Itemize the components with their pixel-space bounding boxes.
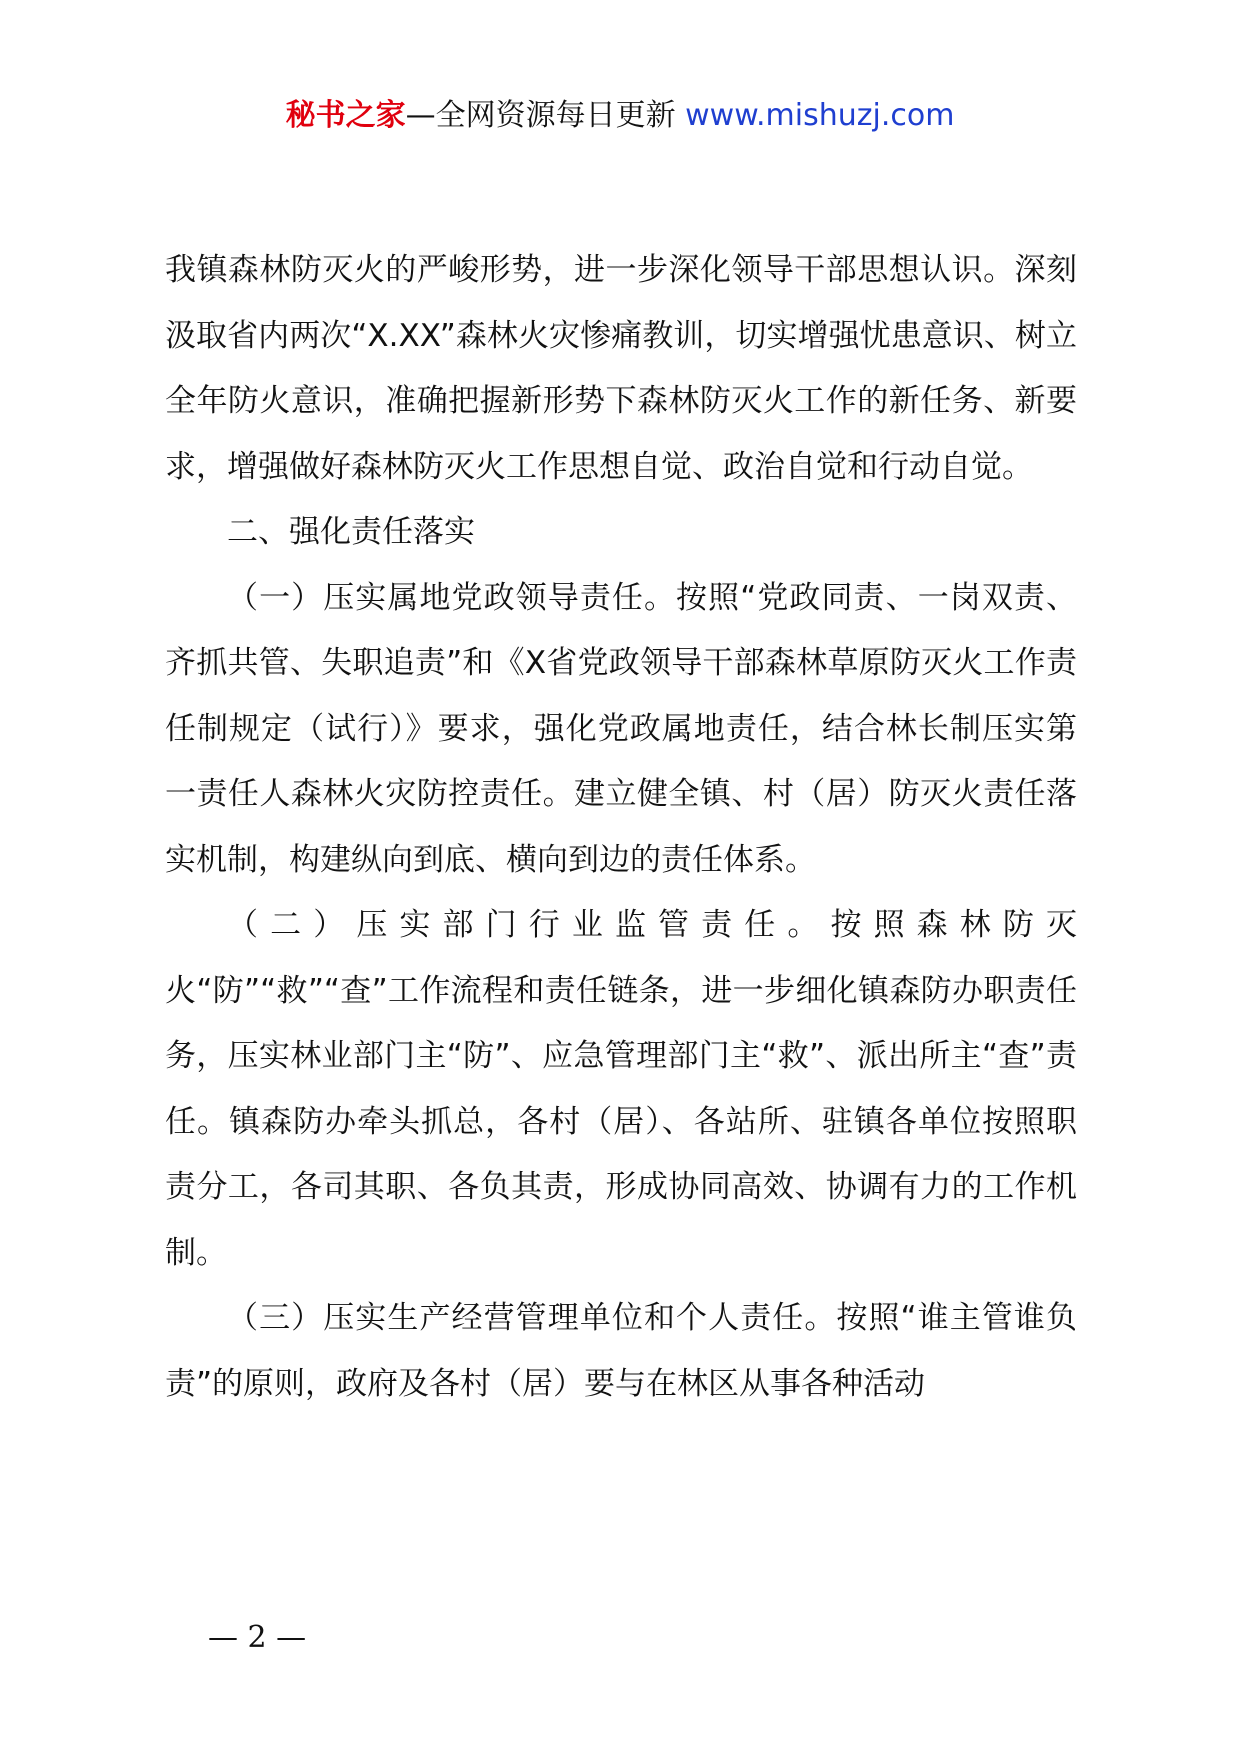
section-heading: 二、强化责任落实 <box>227 514 475 550</box>
paragraph-item-3: （三）压实生产经营管理单位和个人责任。按照“谁主管谁负责”的原则，政府及各村（居）要与在林区从事各种活动 <box>165 1300 1077 1402</box>
site-header <box>0 96 1240 136</box>
document-body <box>165 238 1077 1417</box>
paragraph-item-2: （二）压实部门行业监管责任。按照森林防灭火“防”“救”“查”工作流程和责任链条，进一步细化镇森防办职责任务，压实林业部门主“防”、应急管理部门主“救”、派出所主“查”责任。镇森防办牵头抓总，各村（居）、各站所、驻镇各单位按照职责分工，各司其职、各负其责，形成协同高效、协调有力的工作机制。 <box>165 907 1077 1271</box>
site-url-link[interactable]: www.mishuzj.com <box>685 98 955 133</box>
brand-name: 秘书之家 <box>285 98 406 133</box>
paragraph-item-1: （一）压实属地党政领导责任。按照“党政同责、一岗双责、齐抓共管、失职追责”和《X省党政领导干部森林草原防灭火工作责任制规定（试行）》要求，强化党政属地责任，结合林长制压实第一责任人森林火灾防控责任。建立健全镇、村（居）防灭火责任落实机制，构建纵向到底、横向到边的责任体系。 <box>165 579 1077 878</box>
paragraph-continuation: 我镇森林防灭火的严峻形势，进一步深化领导干部思想认识。深刻汲取省内两次“X.XX”森林火灾惨痛教训，切实增强忧患意识、树立全年防火意识，准确把握新形势下森林防灭火工作的新任务、新要求，增强做好森林防灭火工作思想自觉、政治自觉和行动自觉。 <box>165 252 1077 485</box>
header-tagline: —全网资源每日更新 <box>405 98 676 133</box>
page-number: — 2 — <box>208 1620 307 1655</box>
